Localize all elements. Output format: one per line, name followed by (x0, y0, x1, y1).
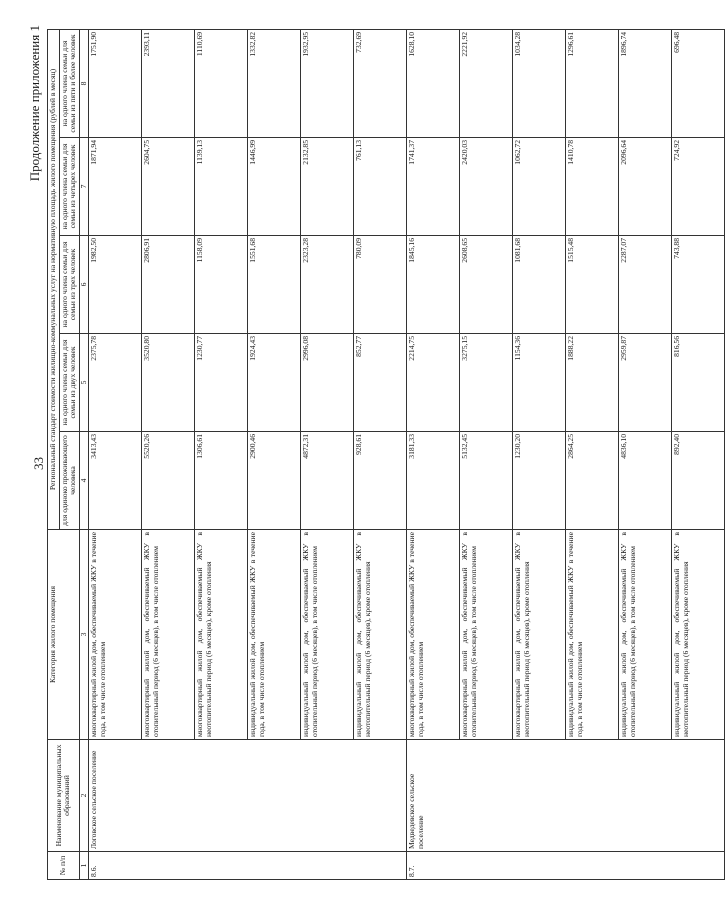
header-col-5: на одного члена семьи для семьи из двух человек (59, 334, 79, 432)
value-cell: 1932,95 (301, 29, 354, 137)
value-cell: 1081,68 (513, 236, 566, 334)
header-municipality: Наименование муниципальных образований (48, 740, 80, 852)
column-number: 5 (79, 334, 89, 432)
table-row (407, 29, 460, 879)
category-cell: многоквартирный жилой дом, обеспечиваемый ЖКУ в течение года, в том числе отоплением (407, 530, 460, 740)
value-cell: 2323,28 (301, 236, 354, 334)
value-cell: 1110,69 (195, 29, 248, 137)
category-cell: многоквартирный жилой дом, обеспечиваемый ЖКУ в течение года, в том числе отоплением (89, 530, 142, 740)
value-cell: 2221,92 (460, 29, 513, 137)
value-cell: 2608,65 (460, 236, 513, 334)
value-cell: 928,61 (354, 432, 407, 530)
value-cell: 1741,37 (407, 138, 460, 236)
header-col-8: на одного члена семьи для семьи из пяти и более человек (59, 29, 79, 137)
value-cell: 2214,75 (407, 334, 460, 432)
header-standard: Региональный стандарт стоимости жилищно-коммунальных услуг на нормативную площадь жилого помещения (рублей в месяц) (48, 29, 60, 529)
value-cell: 2996,08 (301, 334, 354, 432)
category-cell: индивидуальный жилой дом, обеспечиваемый ЖКУ в отопительный период (6 месяцев), в том числе отоплением (619, 530, 672, 740)
category-cell: индивидуальный жилой дом, обеспечиваемый ЖКУ в неотопительный период (6 месяцев), кроме отопления (672, 530, 725, 740)
header-num: № п/п (48, 852, 80, 880)
table-row (89, 29, 142, 879)
value-cell: 1982,50 (89, 236, 142, 334)
value-cell: 1515,48 (566, 236, 619, 334)
rotated-document (25, 25, 690, 880)
value-cell: 2900,46 (248, 432, 301, 530)
category-cell: многоквартирный жилой дом, обеспечиваемый ЖКУ в отопительный период (6 месяцев), в том числе отоплением (142, 530, 195, 740)
value-cell: 732,69 (354, 29, 407, 137)
header-category: Категория жилого помещения (48, 530, 80, 740)
value-cell: 1410,78 (566, 138, 619, 236)
category-cell: индивидуальный жилой дом, обеспечиваемый ЖКУ в отопительный период (6 месяцев), в том числе отоплением (301, 530, 354, 740)
value-cell: 761,13 (354, 138, 407, 236)
header-col-6: на одного члена семьи для семьи из трех человек (59, 236, 79, 334)
value-cell: 852,77 (354, 334, 407, 432)
value-cell: 1896,74 (619, 29, 672, 137)
category-cell: индивидуальный жилой дом, обеспечиваемый ЖКУ в течение года, в том числе отоплением (248, 530, 301, 740)
value-cell: 1306,61 (195, 432, 248, 530)
value-cell: 5520,26 (142, 432, 195, 530)
value-cell: 1751,90 (89, 29, 142, 137)
value-cell: 2806,91 (142, 236, 195, 334)
value-cell: 1154,36 (513, 334, 566, 432)
value-cell: 1332,82 (248, 29, 301, 137)
column-number: 4 (79, 432, 89, 530)
category-cell: многоквартирный жилой дом, обеспечиваемый ЖКУ в отопительный период (6 месяцев), в том числе отоплением (460, 530, 513, 740)
value-cell: 724,92 (672, 138, 725, 236)
column-number: 2 (79, 740, 89, 852)
column-number: 7 (79, 138, 89, 236)
value-cell: 892,40 (672, 432, 725, 530)
value-cell: 1139,13 (195, 138, 248, 236)
category-cell: индивидуальный жилой дом, обеспечиваемый ЖКУ в течение года, в том числе отоплением (566, 530, 619, 740)
category-cell: многоквартирный жилой дом, обеспечиваемый ЖКУ в неотопительный период (6 месяцев), кроме отопления (195, 530, 248, 740)
value-cell: 2132,85 (301, 138, 354, 236)
value-cell: 2604,75 (142, 138, 195, 236)
value-cell: 5132,45 (460, 432, 513, 530)
value-cell: 1230,77 (195, 334, 248, 432)
value-cell: 1888,22 (566, 334, 619, 432)
value-cell: 2420,03 (460, 138, 513, 236)
header-col-7: на одного члена семьи для семьи из четырех человек (59, 138, 79, 236)
value-cell: 1062,72 (513, 138, 566, 236)
page-number: 33 (31, 457, 46, 470)
value-cell: 1871,94 (89, 138, 142, 236)
value-cell: 4836,10 (619, 432, 672, 530)
column-number: 6 (79, 236, 89, 334)
row-number: 8.7. (407, 852, 725, 880)
column-number: 1 (79, 852, 89, 880)
value-cell: 2864,25 (566, 432, 619, 530)
column-number: 3 (79, 530, 89, 740)
value-cell: 2959,87 (619, 334, 672, 432)
value-cell: 1845,16 (407, 236, 460, 334)
value-cell: 1551,68 (248, 236, 301, 334)
value-cell: 1296,61 (566, 29, 619, 137)
value-cell: 3275,15 (460, 334, 513, 432)
value-cell: 1924,43 (248, 334, 301, 432)
value-cell: 1446,99 (248, 138, 301, 236)
value-cell: 780,09 (354, 236, 407, 334)
municipality-name: Логовское сельское поселение (89, 740, 407, 852)
column-number: 8 (79, 29, 89, 137)
tariff-table (47, 29, 725, 880)
value-cell: 4872,31 (301, 432, 354, 530)
appendix-title: Продолжение приложения 1 (27, 25, 42, 182)
value-cell: 2096,64 (619, 138, 672, 236)
value-cell: 1158,09 (195, 236, 248, 334)
value-cell: 3520,80 (142, 334, 195, 432)
value-cell: 2287,07 (619, 236, 672, 334)
category-cell: многоквартирный жилой дом, обеспечиваемый ЖКУ в неотопительный период (6 месяцев), кроме отопления (513, 530, 566, 740)
value-cell: 2393,11 (142, 29, 195, 137)
value-cell: 1628,10 (407, 29, 460, 137)
municipality-name: Медведевское сельское поселение (407, 740, 725, 852)
column-number-row (79, 29, 89, 879)
value-cell: 2375,78 (89, 334, 142, 432)
category-cell: индивидуальный жилой дом, обеспечиваемый ЖКУ в неотопительный период (6 месяцев), кроме отопления (354, 530, 407, 740)
value-cell: 1034,28 (513, 29, 566, 137)
row-number: 8.6. (89, 852, 407, 880)
header-col-4: для одиноко проживающего человека (59, 432, 79, 530)
value-cell: 1230,20 (513, 432, 566, 530)
value-cell: 743,88 (672, 236, 725, 334)
value-cell: 696,48 (672, 29, 725, 137)
value-cell: 3181,33 (407, 432, 460, 530)
value-cell: 816,56 (672, 334, 725, 432)
value-cell: 3413,43 (89, 432, 142, 530)
